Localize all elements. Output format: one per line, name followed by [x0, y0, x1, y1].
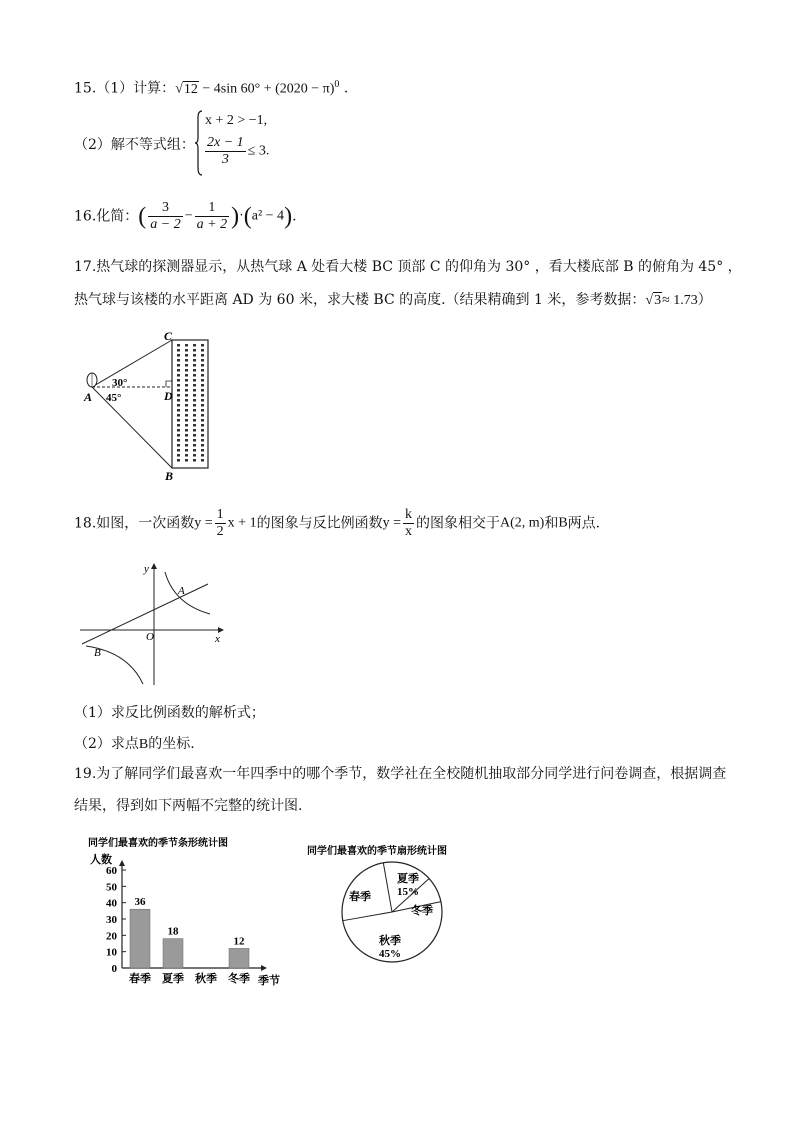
fraction-numerator: 1: [216, 507, 224, 522]
window-icon: [201, 414, 204, 417]
window-icon: [193, 449, 196, 452]
window-icon: [201, 444, 204, 447]
text: 的坐标.: [148, 736, 195, 752]
window-icon: [185, 359, 188, 362]
axis-label-x: x: [215, 633, 220, 645]
question-18: [74, 507, 600, 540]
window-icon: [193, 394, 196, 397]
window-icon: [201, 429, 204, 432]
label-B: B: [165, 469, 174, 483]
window-icon: [185, 404, 188, 407]
text: 18.如图，一次函数: [74, 515, 195, 532]
question-16: 16.化简：( $\frac{3}{a - 2}$ − $\frac{1}{a + 2}$ )·(a² − 4).: [74, 200, 297, 232]
question-15-part-1: 15.（1）计算：√12 − 4sin $60^\circ + (2020 - \pi)^0$ .: [74, 79, 349, 97]
window-icon: [177, 349, 180, 352]
period: .: [292, 208, 297, 225]
part-label: （1）计算：: [96, 80, 176, 97]
y-tick-label: 50: [106, 881, 117, 894]
sqrt-arg: 12: [183, 81, 198, 97]
window-icon: [177, 459, 180, 462]
window-icon: [177, 434, 180, 437]
label-D: D: [164, 389, 173, 403]
window-icon: [201, 374, 204, 377]
y-tick-label: 60: [106, 865, 117, 877]
window-icon: [177, 374, 180, 377]
window-icon: [201, 439, 204, 442]
window-icon: [185, 384, 188, 387]
window-icon: [193, 459, 196, 462]
window-icon: [193, 359, 196, 362]
eq-lhs: y =: [194, 515, 213, 531]
window-icon: [185, 354, 188, 357]
fraction-numerator: 1: [195, 200, 229, 217]
window-icon: [201, 364, 204, 367]
window-icon: [177, 384, 180, 387]
window-icon: [193, 384, 196, 387]
chart-title: 同学们最喜欢的季节条形统计图: [88, 838, 228, 849]
window-icon: [193, 434, 196, 437]
window-icon: [177, 404, 180, 407]
window-icon: [201, 349, 204, 352]
sqrt-arg: 3: [654, 293, 662, 308]
multiply-dot: ·: [239, 208, 244, 224]
chart-title: 同学们最喜欢的季节扇形统计图: [307, 846, 447, 857]
question-19-line-1: 19.为了解同学们最喜欢一年四季中的哪个季节，数学社在全校随机抽取部分同学进行问卷调查，根据调查: [74, 766, 727, 782]
window-icon: [177, 444, 180, 447]
window-icon: [177, 369, 180, 372]
question-18-sub-1: （1）求反比例函数的解析式；: [74, 705, 265, 721]
fraction-denominator: 3: [221, 152, 229, 167]
point-label-B: B: [94, 647, 101, 659]
window-icon: [193, 389, 196, 392]
window-icon: [201, 454, 204, 457]
window-icon: [193, 369, 196, 372]
text: 的图象与反比例函数: [256, 515, 383, 532]
x-axis-label: 季节: [258, 975, 280, 987]
window-icon: [201, 419, 204, 422]
category-label: 春季: [129, 973, 151, 985]
angle-45: 45°: [106, 392, 122, 404]
hyperbola-branch-1: [165, 572, 210, 614]
window-icon: [193, 409, 196, 412]
question-19-line-2: 结果，得到如下两幅不完整的统计图.: [74, 798, 303, 814]
window-icon: [185, 389, 188, 392]
window-icon: [193, 354, 196, 357]
bar-value-label: 36: [134, 896, 146, 909]
fraction-numerator: 2x − 1: [207, 135, 244, 150]
question-18-sub-2: [74, 735, 195, 754]
y-tick-label: 40: [106, 897, 117, 910]
y-axis-arrow: [119, 860, 125, 866]
window-icon: [193, 444, 196, 447]
line-AB: [92, 387, 172, 468]
window-icon: [201, 404, 204, 407]
text: （2）求点: [74, 736, 139, 752]
window-icon: [177, 344, 180, 347]
window-icon: [201, 389, 204, 392]
slice-percent: 45%: [379, 948, 401, 960]
window-icon: [185, 344, 188, 347]
inequality-brace: [195, 110, 203, 176]
y-tick-label: 10: [106, 946, 117, 959]
window-icon: [177, 379, 180, 382]
window-icon: [177, 449, 180, 452]
window-icon: [193, 349, 196, 352]
y-tick-label: 20: [106, 930, 117, 943]
window-icon: [201, 359, 204, 362]
x-axis-arrow: [261, 965, 267, 971]
fraction-denominator: x: [404, 524, 412, 539]
question-label: 16.化简：: [74, 208, 139, 225]
fraction-denominator: 2: [216, 524, 224, 539]
window-icon: [201, 449, 204, 452]
window-icon: [177, 364, 180, 367]
window-icon: [177, 359, 180, 362]
window-icon: [177, 429, 180, 432]
point-B: B: [138, 737, 149, 752]
category-label: 秋季: [195, 973, 217, 985]
text: 两点.: [567, 515, 601, 532]
window-icon: [185, 364, 188, 367]
question-17-line-1: 17.热气球的探测器显示，从热气球 A 处看大楼 BC 顶部 C 的仰角为 30° ，看大楼底部 B 的俯角为 45° ，: [74, 259, 742, 275]
window-icon: [185, 439, 188, 442]
window-icon: [201, 399, 204, 402]
window-icon: [185, 459, 188, 462]
window-icon: [177, 454, 180, 457]
window-icon: [177, 414, 180, 417]
label-C: C: [164, 330, 173, 343]
window-icon: [185, 374, 188, 377]
slice-label: 秋季: [379, 935, 401, 947]
window-icon: [201, 394, 204, 397]
minus-sign: −: [184, 208, 193, 224]
origin-label: O: [146, 631, 154, 643]
window-icon: [177, 399, 180, 402]
window-icon: [193, 404, 196, 407]
window-icon: [201, 384, 204, 387]
window-icon: [185, 409, 188, 412]
window-icon: [185, 379, 188, 382]
label-A: A: [84, 390, 93, 404]
window-icon: [201, 409, 204, 412]
text: 热气球与该楼的水平距离 AD 为 60 米，求大楼 BC 的高度.（结果精确到 1 米，参考数据：: [74, 292, 646, 308]
window-icon: [185, 454, 188, 457]
inequality-1: x + 2 > −1,: [205, 113, 268, 128]
slice-percent: 15%: [397, 886, 419, 898]
axis-label-y: y: [144, 563, 149, 575]
y-tick-label: 30: [106, 914, 117, 926]
category-label: 夏季: [162, 973, 184, 985]
expression: − 4sin 60° + (2020 − π): [198, 81, 335, 97]
category-label: 冬季: [228, 973, 250, 985]
window-icon: [185, 419, 188, 422]
window-icon: [185, 429, 188, 432]
window-icon: [193, 364, 196, 367]
period: .: [339, 80, 349, 97]
window-icon: [185, 434, 188, 437]
point-label-A: A: [178, 585, 185, 597]
eq-rest: x + 1: [227, 515, 257, 531]
bar: [130, 909, 150, 968]
window-icon: [193, 424, 196, 427]
window-icon: [177, 394, 180, 397]
fraction-denominator: a − 2: [150, 217, 181, 232]
eq-lhs: y =: [382, 515, 401, 531]
window-icon: [185, 414, 188, 417]
window-icon: [193, 399, 196, 402]
window-icon: [193, 374, 196, 377]
window-icon: [193, 429, 196, 432]
slice-label: 夏季: [397, 873, 419, 885]
angle-30: 30°: [112, 377, 128, 389]
bar: [229, 948, 249, 968]
window-icon: [193, 439, 196, 442]
window-icon: [193, 419, 196, 422]
fraction-numerator: 3: [148, 200, 182, 217]
inequality-rhs: ≤ 3.: [247, 143, 270, 159]
point-A: A(2, m): [499, 515, 545, 531]
question-17-line-2: 热气球与该楼的水平距离 AD 为 60 米，求大楼 BC 的高度.（结果精确到 1 米，参考数据：√3≈ 1.73）: [74, 292, 712, 308]
window-icon: [193, 344, 196, 347]
window-icon: [185, 444, 188, 447]
exponent: 0: [334, 79, 340, 90]
window-icon: [185, 394, 188, 397]
bar-value-label: 18: [167, 925, 179, 938]
window-icon: [177, 409, 180, 412]
approximation: ≈ 1.73）: [662, 293, 712, 308]
window-icon: [201, 354, 204, 357]
window-icon: [201, 424, 204, 427]
window-icon: [201, 434, 204, 437]
window-icon: [201, 379, 204, 382]
window-icon: [185, 369, 188, 372]
bar-value-label: 12: [233, 935, 245, 948]
fraction-numerator: k: [404, 507, 412, 522]
linear-function-line: [82, 584, 208, 644]
window-icon: [201, 344, 204, 347]
question-number: 15.: [74, 80, 97, 97]
slice-label: 冬季: [411, 905, 433, 917]
bar: [163, 939, 183, 968]
slice-label: 春季: [349, 891, 371, 903]
window-icon: [193, 414, 196, 417]
window-icon: [185, 449, 188, 452]
line-AC: [92, 340, 172, 387]
bar-chart: [86, 832, 291, 992]
window-icon: [177, 354, 180, 357]
window-icon: [193, 379, 196, 382]
window-icon: [177, 389, 180, 392]
fraction-denominator: a + 2: [196, 217, 228, 232]
window-icon: [177, 439, 180, 442]
pie-chart: [305, 840, 505, 980]
window-icon: [177, 419, 180, 422]
window-icon: [185, 399, 188, 402]
text: 和: [544, 515, 559, 532]
y-tick-label: 0: [111, 963, 117, 975]
window-icon: [201, 459, 204, 462]
balloon-building-figure: [80, 330, 220, 485]
text: 的图象相交于: [415, 515, 500, 532]
function-graph-figure: [78, 560, 228, 688]
y-axis-label: 人数: [90, 854, 112, 866]
window-icon: [185, 424, 188, 427]
window-icon: [177, 424, 180, 427]
right-angle-mark: [166, 381, 172, 387]
point-B: B: [558, 515, 568, 531]
window-icon: [185, 349, 188, 352]
question-15-part-2-label: （2）解不等式组：: [74, 137, 195, 153]
factor-expression: a² − 4: [251, 208, 285, 224]
inequality-2: [203, 135, 269, 168]
window-icon: [201, 369, 204, 372]
window-icon: [193, 454, 196, 457]
